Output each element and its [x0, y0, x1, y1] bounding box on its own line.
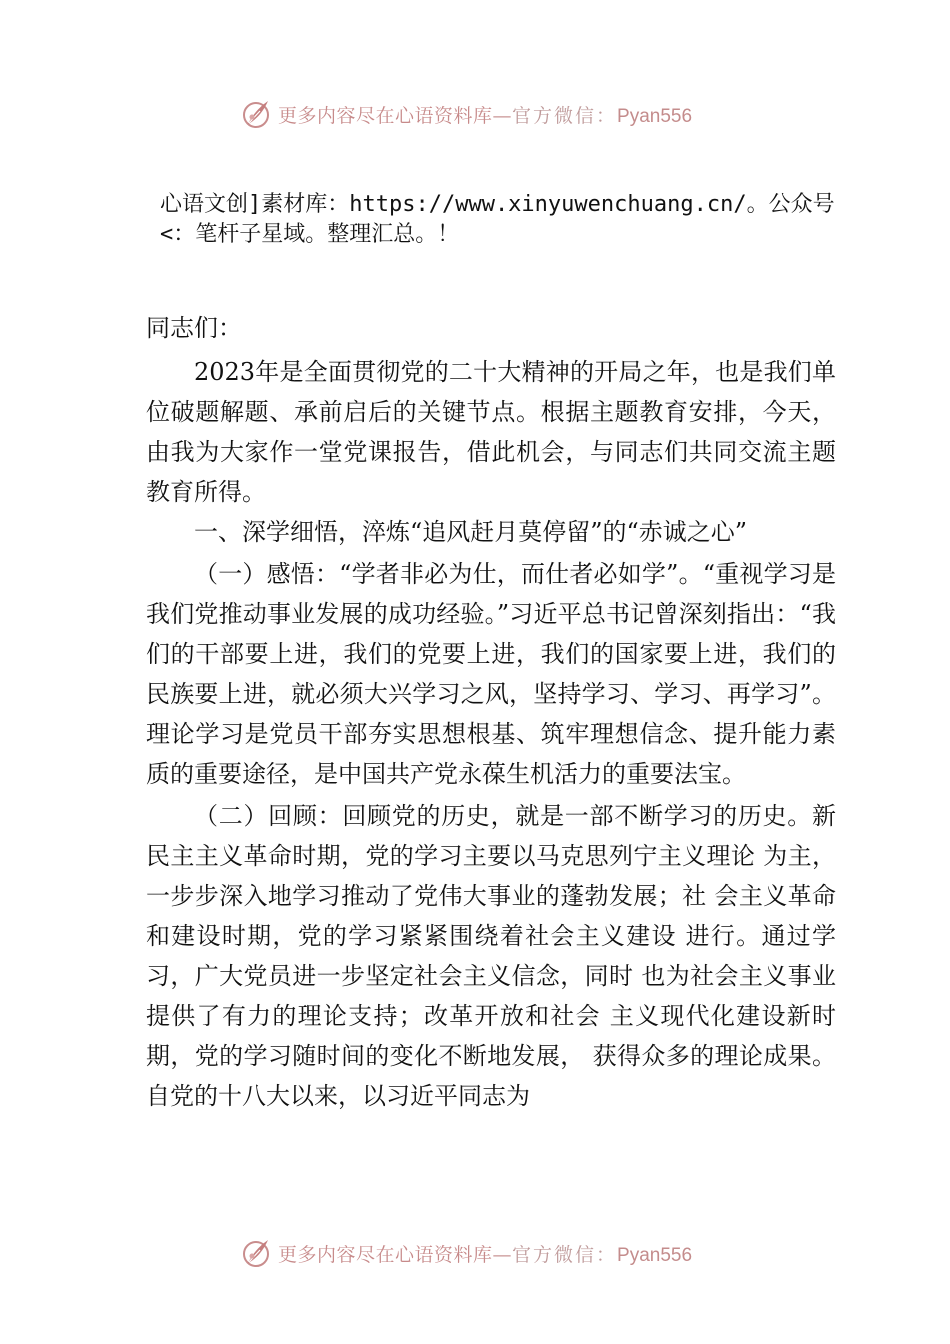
watermark-text: [278, 101, 692, 128]
watermark-main-text: 更多内容尽在心语资料库: [278, 1243, 493, 1266]
watermark-wechat-id: Pyan556: [617, 1244, 693, 1266]
greeting: 同志们：: [146, 314, 242, 342]
footer-watermark: [240, 1236, 692, 1270]
watermark-separator: —: [492, 104, 513, 127]
watermark-wechat-label: 官方微信：: [512, 104, 618, 127]
subsection-2-paragraph: （二）回顾：回顾党的历史，就是一部不断学习的历史。新民主主义革命时期，党的学习主要以马克思列宁主义理论 为主，一步步深入地学习推动了党伟大事业的蓬勃发展；社 会主义革命和建设时期，党的学习紧紧围绕着社会主义建设 进行。通过学习，广大党员进一步坚定社会主义信念，同时 也为社会主义事业提供了有力的理论支持；改革开放和社会 主义现代化建设新时期，党的学习随时间的变化不断地发展， 获得众多的理论成果。自党的十八大以来，以习近平同志为: [146, 802, 836, 1110]
watermark-separator: —: [492, 1243, 513, 1266]
source-note: 心语文创]素材库：https://www.xinyuwenchuang.cn/。公众号<：笔杆子星域。整理汇总。！: [160, 192, 835, 247]
header-watermark: [240, 97, 692, 131]
watermark-wechat-id: Pyan556: [617, 105, 693, 127]
intro-paragraph: 2023年是全面贯彻党的二十大精神的开局之年，也是我们单位破题解题、承前启后的关键节点。根据主题教育安排，今天，由我为大家作一堂党课报告，借此机会，与同志们共同交流主题教育所得。: [146, 358, 836, 506]
quill-pen-logo-icon: [240, 1237, 272, 1269]
document-body: [146, 308, 836, 1116]
watermark-text: [278, 1240, 692, 1267]
subsection-1-paragraph: （一）感悟：“学者非必为仕，而仕者必如学”。“重视学习是我们党推动事业发展的成功经验。”习近平总书记曾深刻指出：“我们的干部要上进，我们的党要上进，我们的国家要上进，我们的民族要上进，就必须大兴学习之风，坚持学习、学习、再学习”。理论学习是党员干部夯实思想根基、筑牢理想信念、提升能力素质的重要途径，是中国共产党永葆生机活力的重要法宝。: [146, 560, 836, 788]
quill-pen-logo-icon: [240, 98, 272, 130]
watermark-main-text: 更多内容尽在心语资料库: [278, 104, 493, 127]
watermark-wechat-label: 官方微信：: [512, 1243, 618, 1266]
section-1-heading: 一、深学细悟，淬炼“追风赶月莫停留”的“赤诚之心”: [194, 518, 748, 546]
